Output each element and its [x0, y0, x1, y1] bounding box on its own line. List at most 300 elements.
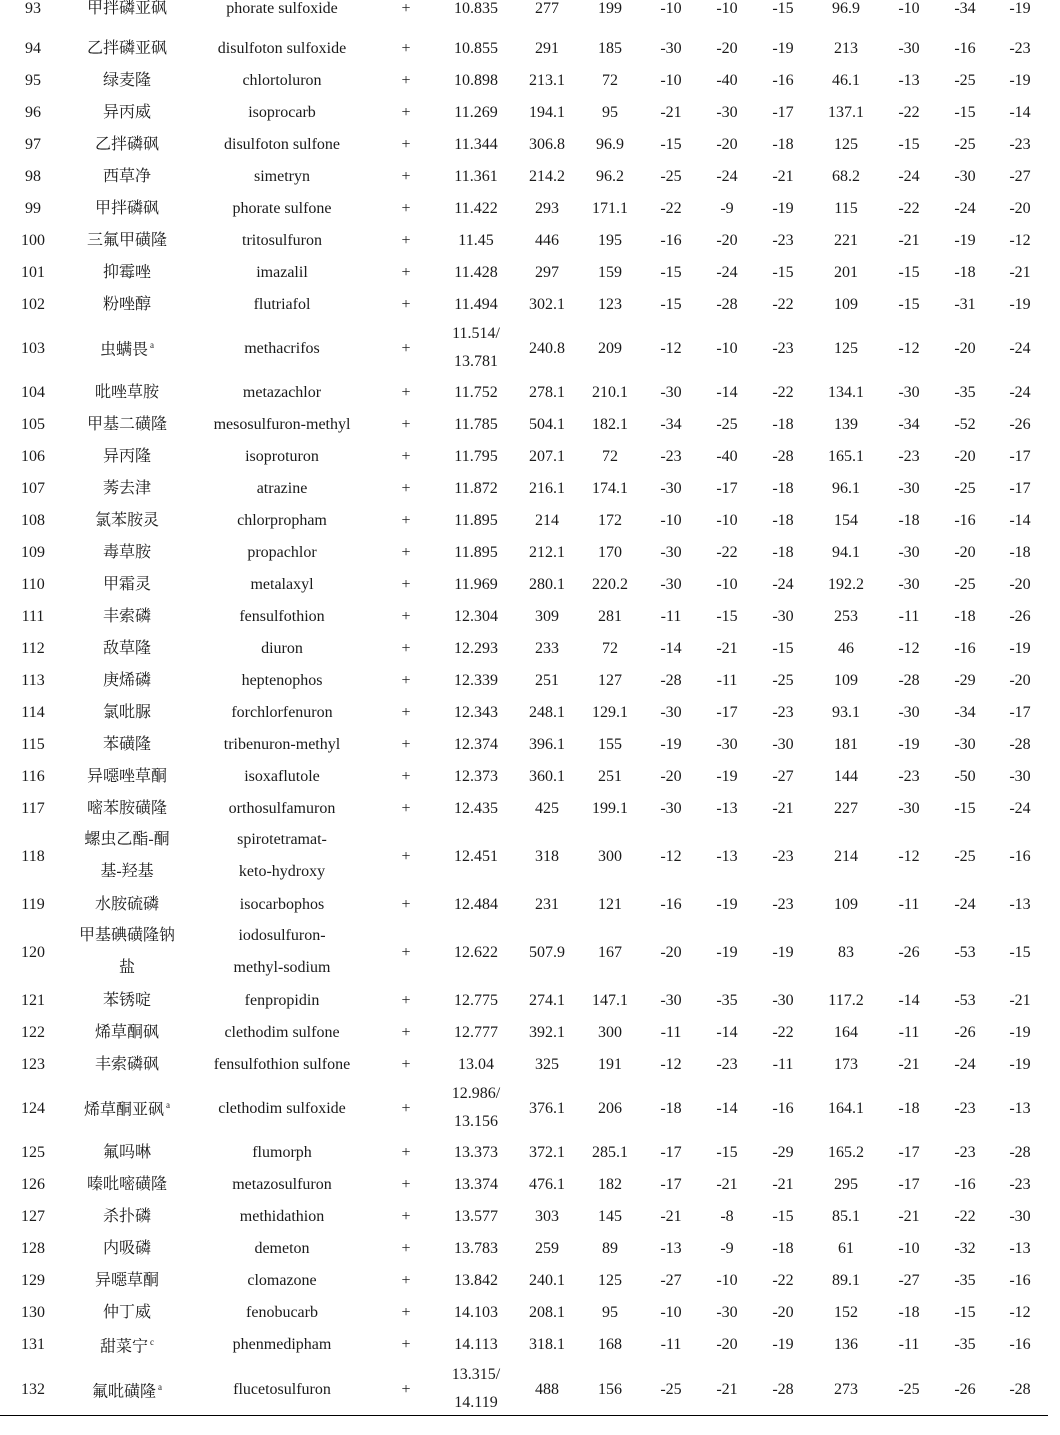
retention-time-text: 10.835 [454, 0, 498, 17]
product-ion-1-text: 96.9 [596, 135, 624, 153]
parameter-2-cell [700, 0, 754, 32]
product-ion-2-cell [812, 568, 880, 600]
table-row [0, 920, 1048, 984]
product-ion-2-cell [812, 984, 880, 1016]
parameter-1-cell [642, 1264, 700, 1296]
precursor-ion-text: 278.1 [529, 383, 565, 401]
parameter-5-cell [938, 1136, 992, 1168]
retention-time-cell [436, 536, 516, 568]
parameter-2-text: -17 [716, 479, 738, 497]
parameter-6-text: -19 [1009, 639, 1031, 657]
parameter-5-text: -15 [954, 1303, 976, 1321]
parameter-5-cell [938, 1168, 992, 1200]
parameter-1-text: -20 [660, 767, 682, 785]
english-name-cell [188, 472, 376, 504]
precursor-ion-text: 240.8 [529, 339, 565, 357]
chinese-name-text: 西草净 [102, 167, 151, 185]
parameter-3-text: -23 [772, 895, 794, 913]
parameter-5-text: -25 [954, 71, 976, 89]
parameter-6-text: -27 [1009, 167, 1031, 185]
precursor-ion-text: 233 [535, 639, 559, 657]
parameter-3-text: -18 [772, 511, 794, 529]
precursor-ion-text: 274.1 [529, 991, 565, 1009]
product-ion-1-text: 167 [598, 943, 622, 961]
row-number-text: 108 [21, 511, 45, 529]
parameter-4-text: -30 [898, 543, 920, 561]
chinese-name-cell [66, 1361, 188, 1417]
product-ion-2-cell [812, 192, 880, 224]
product-ion-2-text: 137.1 [828, 103, 864, 121]
parameter-6-text: -28 [1009, 735, 1031, 753]
parameter-5-text: -25 [954, 479, 976, 497]
parameter-6-cell [992, 64, 1048, 96]
parameter-1-cell [642, 920, 700, 984]
precursor-ion-cell [516, 0, 578, 32]
parameter-4-text: -34 [898, 415, 920, 433]
parameter-3-cell [754, 160, 812, 192]
chinese-name-cell [66, 632, 188, 664]
product-ion-1-cell [578, 1168, 642, 1200]
row-number-cell [0, 288, 66, 320]
parameter-2-cell [700, 192, 754, 224]
parameter-4-text: -11 [898, 607, 920, 625]
table-row [0, 472, 1048, 504]
parameter-6-cell [992, 1200, 1048, 1232]
chinese-name-cell [66, 728, 188, 760]
parameter-4-cell [880, 728, 938, 760]
parameter-6-text: -24 [1009, 339, 1031, 357]
ion-mode-cell [376, 920, 436, 984]
parameter-4-text: -18 [898, 511, 920, 529]
product-ion-2-text: 85.1 [832, 1207, 860, 1225]
parameter-2-text: -9 [720, 1239, 734, 1257]
product-ion-2-text: 152 [834, 1303, 858, 1321]
parameter-5-text: -53 [954, 991, 976, 1009]
product-ion-1-text: 182 [598, 1175, 622, 1193]
chinese-name-text: 甲基碘磺隆钠盐 [78, 927, 175, 976]
parameter-4-cell [880, 192, 938, 224]
chinese-name-cell [66, 792, 188, 824]
ion-mode-cell [376, 1168, 436, 1200]
parameter-5-cell [938, 664, 992, 696]
parameter-5-cell [938, 1232, 992, 1264]
retention-time-cell [436, 568, 516, 600]
row-number-text: 126 [21, 1175, 45, 1193]
parameter-3-text: -23 [772, 231, 794, 249]
retention-time-text: 12.484 [454, 895, 498, 913]
parameter-3-cell [754, 792, 812, 824]
parameter-2-text: -10 [716, 339, 738, 357]
ion-mode-cell [376, 760, 436, 792]
parameter-5-text: -35 [954, 1271, 976, 1289]
retention-time-text: 11.872 [454, 479, 498, 497]
parameter-2-cell [700, 888, 754, 920]
parameter-6-cell [992, 96, 1048, 128]
chinese-name-text: 三氟甲磺隆 [86, 231, 167, 249]
parameter-3-cell [754, 1048, 812, 1080]
english-name-cell [188, 1264, 376, 1296]
parameter-3-cell [754, 256, 812, 288]
parameter-4-text: -24 [898, 167, 920, 185]
product-ion-1-text: 168 [598, 1336, 622, 1354]
english-name-cell [188, 1200, 376, 1232]
product-ion-1-text: 220.2 [592, 575, 628, 593]
parameter-5-text: -16 [954, 39, 976, 57]
parameter-1-cell [642, 440, 700, 472]
product-ion-1-cell [578, 888, 642, 920]
parameter-1-text: -30 [660, 575, 682, 593]
row-number-cell [0, 440, 66, 472]
parameter-3-text: -21 [772, 1175, 794, 1193]
parameter-2-text: -19 [716, 943, 738, 961]
retention-time-cell [436, 760, 516, 792]
parameter-1-cell [642, 1080, 700, 1136]
parameter-3-text: -17 [772, 103, 794, 121]
chinese-name-text: 甲拌磷亚砜 [86, 0, 167, 17]
parameter-4-cell [880, 824, 938, 888]
chinese-name-text: 丰索磷 [102, 607, 151, 625]
ion-mode-text: + [401, 639, 411, 657]
footnote-marker: c [150, 1337, 154, 1347]
product-ion-1-text: 155 [598, 735, 622, 753]
precursor-ion-text: 372.1 [529, 1143, 565, 1161]
english-name-cell [188, 160, 376, 192]
product-ion-2-text: 273 [834, 1380, 858, 1398]
parameter-2-cell [700, 128, 754, 160]
english-name-cell [188, 600, 376, 632]
parameter-3-cell [754, 1136, 812, 1168]
parameter-2-text: -15 [716, 1143, 738, 1161]
product-ion-2-text: 144 [834, 767, 858, 785]
product-ion-2-cell [812, 1361, 880, 1417]
retention-time-cell [436, 192, 516, 224]
parameter-6-cell [992, 320, 1048, 376]
parameter-1-text: -10 [660, 0, 682, 17]
parameter-1-cell [642, 1016, 700, 1048]
parameter-4-cell [880, 632, 938, 664]
retention-time-cell [436, 160, 516, 192]
parameter-6-text: -14 [1009, 103, 1031, 121]
precursor-ion-cell [516, 288, 578, 320]
parameter-4-text: -17 [898, 1143, 920, 1161]
parameter-6-text: -30 [1009, 767, 1031, 785]
parameter-1-text: -16 [660, 895, 682, 913]
parameter-2-cell [700, 632, 754, 664]
row-number-cell [0, 1200, 66, 1232]
retention-time-text: 11.752 [454, 383, 498, 401]
parameter-4-cell [880, 0, 938, 32]
table-row [0, 320, 1048, 376]
parameter-3-cell [754, 664, 812, 696]
parameter-5-cell [938, 288, 992, 320]
parameter-3-cell [754, 376, 812, 408]
parameter-4-cell [880, 1048, 938, 1080]
parameter-4-text: -30 [898, 799, 920, 817]
parameter-6-text: -16 [1009, 1336, 1031, 1354]
table-row [0, 1328, 1048, 1361]
table-row [0, 64, 1048, 96]
row-number-text: 100 [21, 231, 45, 249]
row-number-cell [0, 792, 66, 824]
english-name-cell [188, 1328, 376, 1361]
table-row [0, 824, 1048, 888]
parameter-4-cell [880, 1080, 938, 1136]
product-ion-2-cell [812, 320, 880, 376]
table-row [0, 408, 1048, 440]
ion-mode-cell [376, 1264, 436, 1296]
product-ion-2-text: 164 [834, 1023, 858, 1041]
parameter-3-text: -23 [772, 847, 794, 865]
parameter-3-cell [754, 1361, 812, 1417]
parameter-3-cell [754, 472, 812, 504]
parameter-4-text: -10 [898, 0, 920, 17]
product-ion-1-text: 195 [598, 231, 622, 249]
ion-mode-text: + [401, 199, 411, 217]
ion-mode-cell [376, 728, 436, 760]
parameter-6-text: -16 [1009, 1271, 1031, 1289]
product-ion-2-text: 61 [838, 1239, 854, 1257]
parameter-6-cell [992, 792, 1048, 824]
table-bottom-rule [0, 1415, 1048, 1416]
retention-time-cell [436, 376, 516, 408]
parameter-2-cell [700, 1361, 754, 1417]
retention-time-text: 12.343 [454, 703, 498, 721]
parameter-2-cell [700, 224, 754, 256]
english-name-cell [188, 224, 376, 256]
precursor-ion-cell [516, 568, 578, 600]
table-row [0, 1361, 1048, 1417]
parameter-2-cell [700, 760, 754, 792]
parameter-3-cell [754, 1016, 812, 1048]
parameter-3-cell [754, 504, 812, 536]
ion-mode-text: + [401, 1303, 411, 1321]
table-row [0, 1200, 1048, 1232]
parameter-3-cell [754, 96, 812, 128]
precursor-ion-text: 504.1 [529, 415, 565, 433]
row-number-text: 98 [25, 167, 41, 185]
precursor-ion-cell [516, 664, 578, 696]
parameter-3-cell [754, 728, 812, 760]
ion-mode-cell [376, 792, 436, 824]
product-ion-1-text: 127 [598, 671, 622, 689]
parameter-4-text: -21 [898, 1055, 920, 1073]
product-ion-2-text: 214 [834, 847, 858, 865]
parameter-4-text: -28 [898, 671, 920, 689]
product-ion-2-text: 154 [834, 511, 858, 529]
parameter-4-cell [880, 1136, 938, 1168]
parameter-2-cell [700, 696, 754, 728]
chinese-name-text: 甲霜灵 [102, 575, 151, 593]
parameter-4-text: -27 [898, 1271, 920, 1289]
english-name-text: phorate sulfoxide [226, 0, 338, 17]
precursor-ion-cell [516, 160, 578, 192]
ion-mode-cell [376, 984, 436, 1016]
parameter-4-cell [880, 888, 938, 920]
row-number-cell [0, 664, 66, 696]
ion-mode-cell [376, 408, 436, 440]
product-ion-1-text: 174.1 [592, 479, 628, 497]
chinese-name-cell [66, 224, 188, 256]
product-ion-2-cell [812, 1016, 880, 1048]
table-row [0, 1048, 1048, 1080]
row-number-cell [0, 504, 66, 536]
parameter-4-text: -18 [898, 1303, 920, 1321]
precursor-ion-text: 251 [535, 671, 559, 689]
row-number-text: 105 [21, 415, 45, 433]
retention-time-cell [436, 1200, 516, 1232]
product-ion-1-text: 72 [602, 447, 618, 465]
retention-time-text: 12.293 [454, 639, 498, 657]
parameter-1-cell [642, 224, 700, 256]
table-row [0, 792, 1048, 824]
chinese-name-cell [66, 0, 188, 32]
product-ion-2-cell [812, 128, 880, 160]
english-name-text: disulfoton sulfoxide [217, 39, 347, 57]
product-ion-1-text: 95 [602, 1303, 618, 1321]
ion-mode-text: + [401, 511, 411, 529]
precursor-ion-cell [516, 696, 578, 728]
precursor-ion-text: 214.2 [529, 167, 565, 185]
parameter-5-text: -26 [954, 1380, 976, 1398]
retention-time-cell [436, 64, 516, 96]
parameter-6-text: -20 [1009, 671, 1031, 689]
parameter-2-cell [700, 256, 754, 288]
parameter-5-cell [938, 376, 992, 408]
retention-time-text: 12.622 [454, 943, 498, 961]
product-ion-1-cell [578, 1328, 642, 1361]
parameter-3-text: -11 [772, 1055, 794, 1073]
product-ion-1-text: 95 [602, 103, 618, 121]
precursor-ion-cell [516, 472, 578, 504]
product-ion-1-cell [578, 256, 642, 288]
parameter-4-cell [880, 256, 938, 288]
english-name-cell [188, 440, 376, 472]
retention-time-text: 12.451 [454, 847, 498, 865]
precursor-ion-cell [516, 536, 578, 568]
product-ion-1-cell [578, 1232, 642, 1264]
product-ion-1-cell [578, 408, 642, 440]
product-ion-2-cell [812, 632, 880, 664]
parameter-4-text: -11 [898, 895, 920, 913]
parameter-5-text: -24 [954, 199, 976, 217]
row-number-text: 109 [21, 543, 45, 561]
parameter-2-text: -14 [716, 383, 738, 401]
product-ion-1-cell [578, 824, 642, 888]
parameter-6-text: -21 [1009, 263, 1031, 281]
product-ion-1-text: 72 [602, 639, 618, 657]
ion-mode-cell [376, 600, 436, 632]
product-ion-1-cell [578, 288, 642, 320]
parameter-3-text: -18 [772, 543, 794, 561]
parameter-1-text: -10 [660, 1303, 682, 1321]
parameter-6-cell [992, 256, 1048, 288]
chinese-name-text: 嘧苯胺磺隆 [86, 799, 167, 817]
english-name-cell [188, 760, 376, 792]
ion-mode-cell [376, 536, 436, 568]
precursor-ion-cell [516, 600, 578, 632]
parameter-5-text: -52 [954, 415, 976, 433]
retention-time-cell [436, 440, 516, 472]
parameter-4-text: -10 [898, 1239, 920, 1257]
product-ion-1-cell [578, 160, 642, 192]
row-number-cell [0, 760, 66, 792]
parameter-1-cell [642, 568, 700, 600]
parameter-4-cell [880, 1232, 938, 1264]
parameter-3-cell [754, 1264, 812, 1296]
english-name-cell [188, 64, 376, 96]
chinese-name-text: 丰索磷砜 [94, 1055, 159, 1073]
parameter-3-text: -21 [772, 799, 794, 817]
parameter-4-cell [880, 1328, 938, 1361]
parameter-6-text: -23 [1009, 135, 1031, 153]
english-name-text: tritosulfuron [242, 231, 322, 249]
parameter-6-cell [992, 632, 1048, 664]
english-name-text: forchlorfenuron [231, 703, 333, 721]
chinese-name-cell [66, 536, 188, 568]
parameter-3-cell [754, 288, 812, 320]
product-ion-2-text: 46 [838, 639, 854, 657]
english-name-text: isoproturon [245, 447, 319, 465]
parameter-4-cell [880, 440, 938, 472]
parameter-6-cell [992, 408, 1048, 440]
product-ion-1-text: 145 [598, 1207, 622, 1225]
precursor-ion-cell [516, 376, 578, 408]
parameter-6-cell [992, 160, 1048, 192]
parameter-2-cell [700, 536, 754, 568]
parameter-3-text: -22 [772, 383, 794, 401]
parameter-5-cell [938, 440, 992, 472]
product-ion-2-cell [812, 224, 880, 256]
english-name-text: atrazine [256, 479, 308, 497]
ion-mode-cell [376, 64, 436, 96]
table-row [0, 440, 1048, 472]
parameter-4-text: -26 [898, 943, 920, 961]
parameter-1-text: -20 [660, 943, 682, 961]
precursor-ion-text: 376.1 [529, 1099, 565, 1117]
parameter-1-text: -30 [660, 383, 682, 401]
english-name-cell [188, 984, 376, 1016]
precursor-ion-cell [516, 984, 578, 1016]
parameter-1-cell [642, 984, 700, 1016]
parameter-3-text: -30 [772, 735, 794, 753]
parameter-3-cell [754, 536, 812, 568]
parameter-3-cell [754, 600, 812, 632]
parameter-6-cell [992, 1016, 1048, 1048]
product-ion-1-cell [578, 632, 642, 664]
parameter-2-text: -30 [716, 103, 738, 121]
parameter-1-text: -34 [660, 415, 682, 433]
chinese-name-cell [66, 192, 188, 224]
chinese-name-cell [66, 824, 188, 888]
table-row [0, 376, 1048, 408]
parameter-4-text: -22 [898, 199, 920, 217]
table-row [0, 600, 1048, 632]
parameter-1-cell [642, 472, 700, 504]
row-number-text: 127 [21, 1207, 45, 1225]
parameter-2-text: -20 [716, 231, 738, 249]
parameter-1-text: -10 [660, 71, 682, 89]
parameter-4-cell [880, 504, 938, 536]
parameter-6-text: -14 [1009, 511, 1031, 529]
english-name-cell [188, 1016, 376, 1048]
parameter-1-cell [642, 128, 700, 160]
row-number-text: 120 [21, 943, 45, 961]
precursor-ion-text: 446 [535, 231, 559, 249]
parameter-4-cell [880, 984, 938, 1016]
parameter-3-cell [754, 1168, 812, 1200]
parameter-5-text: -24 [954, 1055, 976, 1073]
parameter-6-text: -19 [1009, 71, 1031, 89]
